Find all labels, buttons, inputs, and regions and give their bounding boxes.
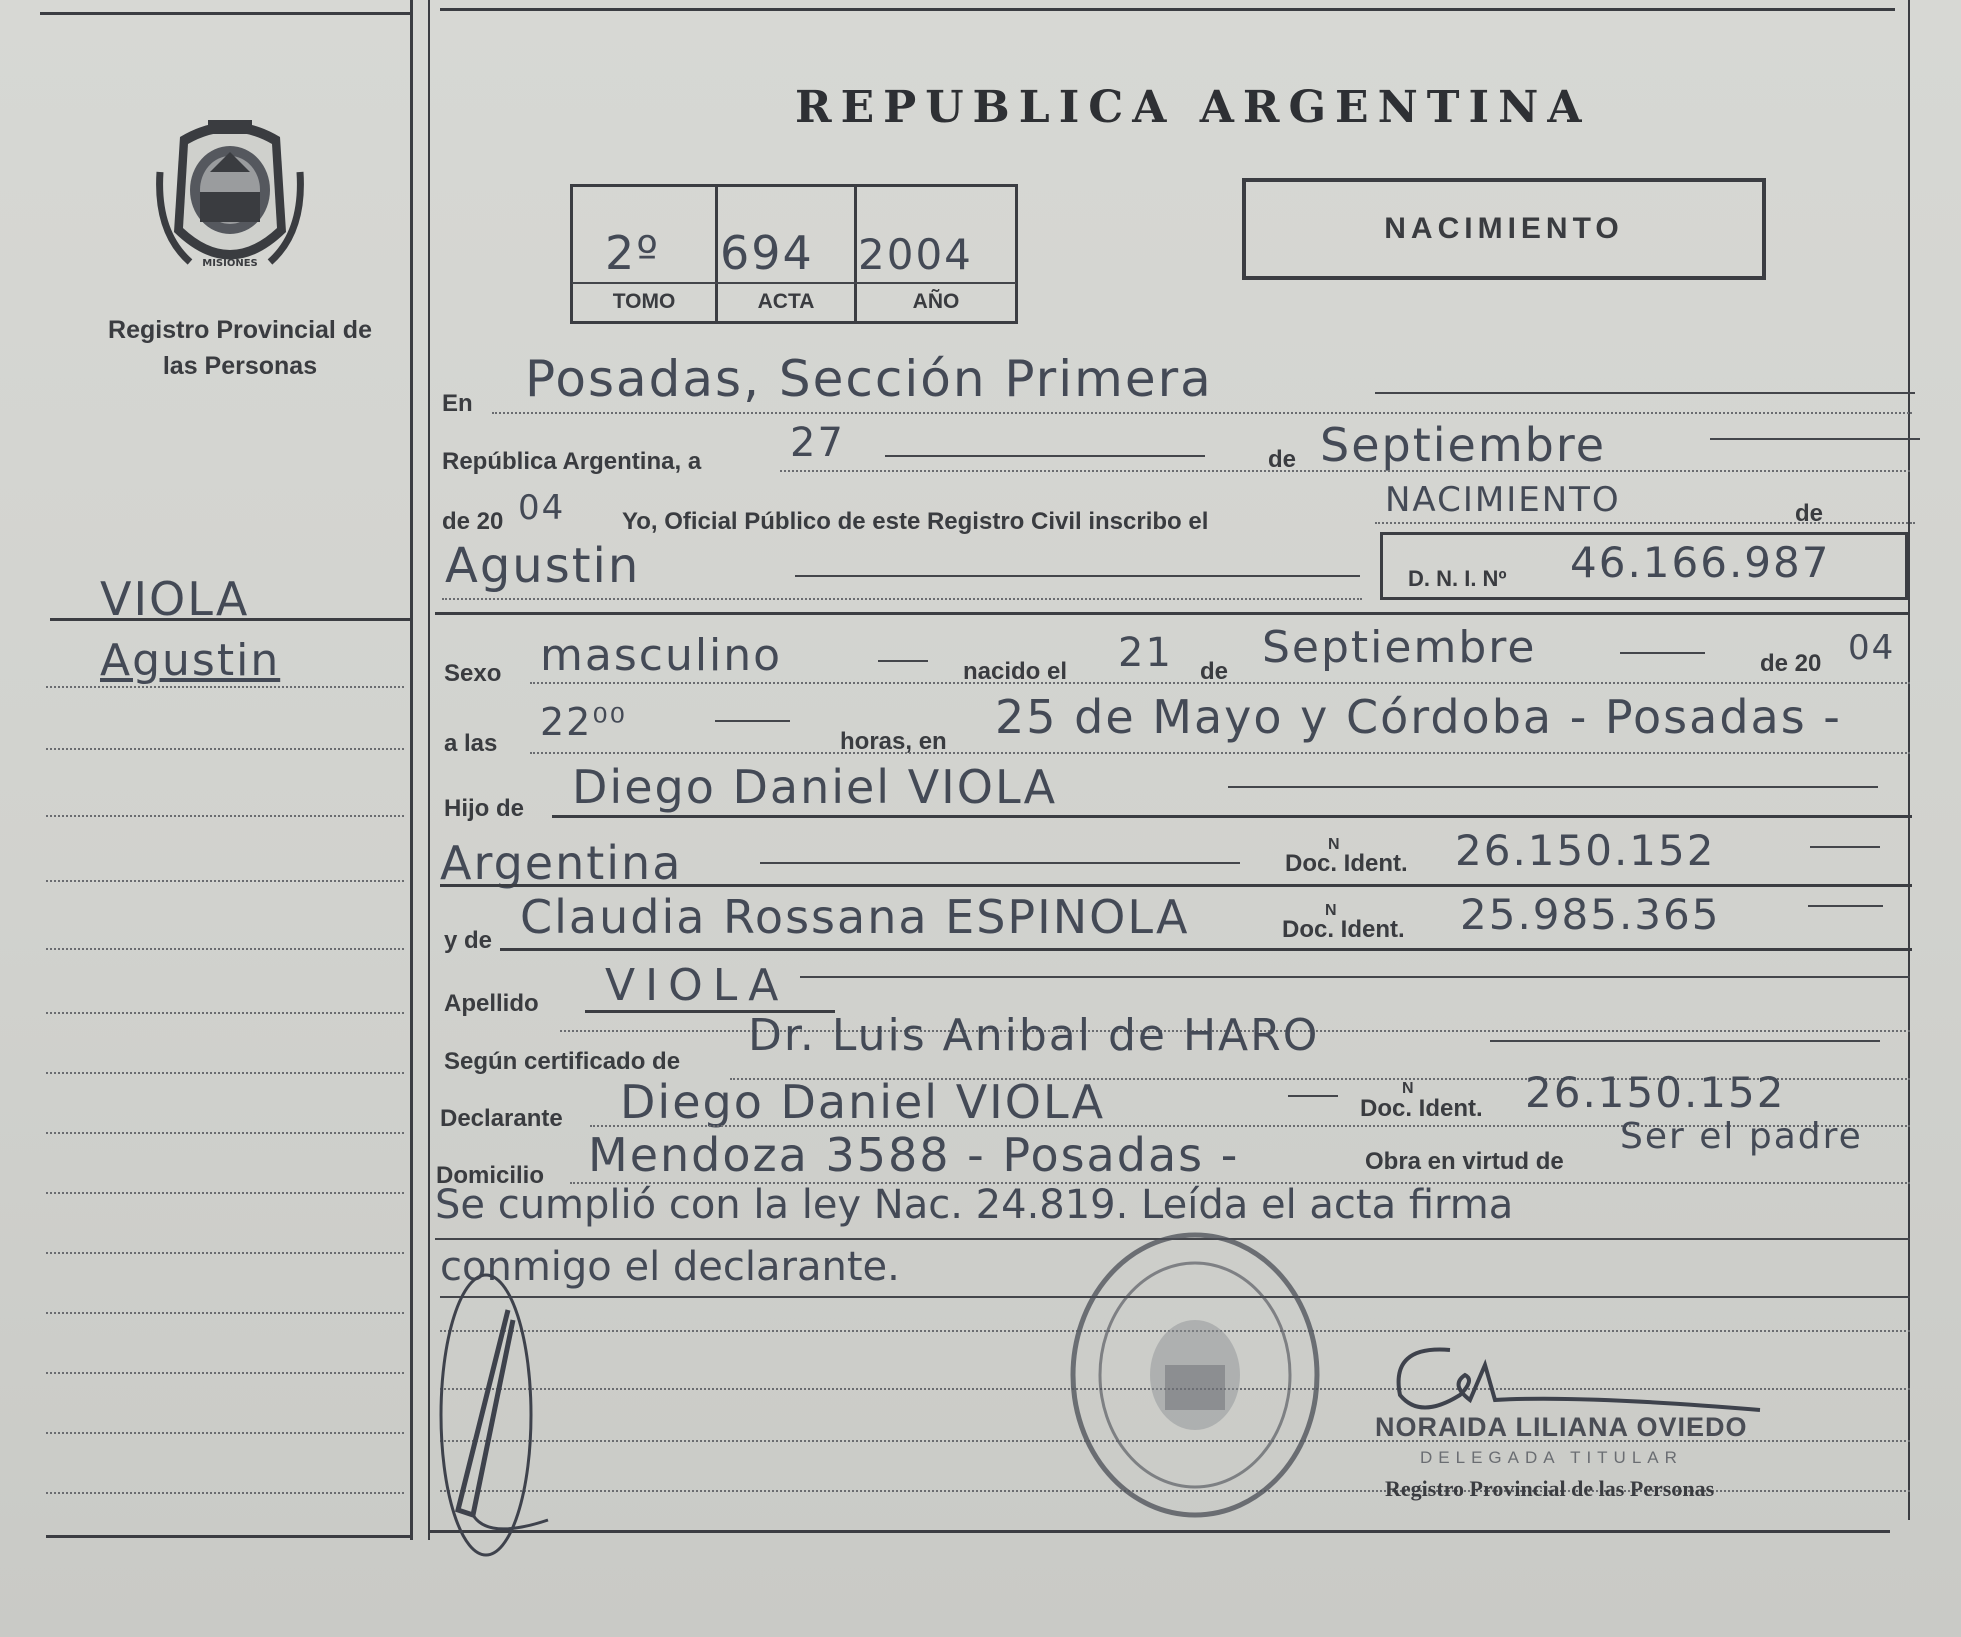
- left-dotted-line: [46, 1432, 404, 1434]
- declarante-doc-label: Doc. Ident.: [1360, 1095, 1483, 1122]
- left-dotted-line: [46, 1072, 404, 1074]
- nacido-label: nacido el: [963, 658, 1068, 685]
- left-dotted-line: [46, 948, 404, 950]
- de-label: de: [1268, 446, 1297, 473]
- column-divider: [410, 0, 413, 1540]
- declarante-doc-n: N: [1402, 1080, 1414, 1097]
- alas-label: a las: [444, 730, 498, 757]
- mother-doc-n: N: [1325, 902, 1337, 919]
- form-dash-line: [1490, 1040, 1880, 1042]
- left-dotted-line: [46, 1252, 404, 1254]
- mother-doc-label: Doc. Ident.: [1282, 916, 1405, 943]
- birth-year-prefix: de 20: [1760, 650, 1822, 677]
- birth-place: 25 de Mayo y Córdoba - Posadas -: [995, 690, 1842, 744]
- declarante-doc: 26.150.152: [1525, 1068, 1786, 1117]
- father-doc-label: Doc. Ident.: [1285, 850, 1408, 877]
- oficial-text: Yo, Oficial Público de este Registro Civil inscribo el: [622, 508, 1209, 535]
- domicilio-label: Domicilio: [436, 1162, 545, 1189]
- form-dash-line: [800, 976, 1910, 978]
- yde-label: y de: [444, 927, 493, 954]
- form-solid-line: [552, 815, 1912, 818]
- sexo-value: masculino: [540, 630, 783, 681]
- left-dotted-line: [46, 1312, 404, 1314]
- de-label3: de: [1200, 658, 1229, 685]
- form-solid-line: [440, 884, 1912, 887]
- certificado-value: Dr. Luis Anibal de HARO: [748, 1010, 1320, 1061]
- republica-label: República Argentina, a: [442, 448, 702, 475]
- domicilio-value: Mendoza 3588 - Posadas -: [588, 1128, 1240, 1182]
- left-dotted-line: [46, 1492, 404, 1494]
- birth-month: Septiembre: [1262, 622, 1537, 673]
- form-dash-line: [885, 455, 1205, 457]
- form-dotted-line: [780, 470, 1910, 472]
- tomo-value: 2º: [605, 226, 660, 280]
- official-name: NORAIDA LILIANA OVIEDO: [1375, 1412, 1748, 1442]
- father-nationality: Argentina: [440, 836, 683, 890]
- country-title: REPUBLICA ARGENTINA: [795, 82, 1591, 133]
- obra-label: Obra en virtud de: [1365, 1148, 1564, 1175]
- form-dash-line: [1810, 846, 1880, 848]
- obra-value: Ser el padre: [1620, 1116, 1863, 1157]
- en-label: En: [442, 390, 473, 417]
- record-type: NACIMIENTO: [1384, 212, 1624, 245]
- form-dash-line: [760, 862, 1240, 864]
- provincial-seal-icon: [150, 112, 310, 284]
- form-dotted-line: [492, 412, 1912, 414]
- dni-value: 46.166.987: [1570, 538, 1831, 587]
- form-section-rule: [435, 612, 1910, 615]
- form-dash-line: [1375, 392, 1915, 394]
- acta-value: 694: [720, 226, 814, 280]
- birth-year-suffix: 04: [1848, 628, 1896, 668]
- apellido-value: VIOLA: [605, 960, 789, 1011]
- day-value: 27: [790, 420, 845, 466]
- form-dash-line: [1228, 786, 1878, 788]
- apellido-label: Apellido: [444, 990, 539, 1017]
- horas-label: horas, en: [840, 728, 947, 755]
- left-dotted-line: [46, 1192, 404, 1194]
- left-name-rule: [50, 618, 410, 621]
- left-dotted-line: [46, 880, 404, 882]
- declarante-label: Declarante: [440, 1105, 563, 1132]
- left-dotted-line: [46, 1372, 404, 1374]
- father-doc-n: N: [1328, 836, 1340, 853]
- year-suffix: 04: [518, 488, 566, 528]
- form-dash-line: [715, 720, 790, 722]
- form-bottom-rule: [430, 1530, 1890, 1533]
- left-given-name: Agustin: [100, 635, 281, 686]
- sexo-label: Sexo: [444, 660, 502, 687]
- form-dash-line: [1288, 1095, 1338, 1097]
- official-office: Registro Provincial de las Personas: [1385, 1476, 1715, 1501]
- form-dotted-line: [530, 682, 1910, 684]
- note-line-1: Se cumplió con la ley Nac. 24.819. Leída el acta firma: [435, 1182, 1514, 1228]
- declarante-value: Diego Daniel VIOLA: [620, 1075, 1106, 1129]
- form-top-rule: [440, 8, 1895, 11]
- de-label2: de: [1795, 500, 1824, 527]
- official-title: DELEGADA TITULAR: [1420, 1448, 1683, 1467]
- hijo-label: Hijo de: [444, 795, 525, 822]
- birth-day: 21: [1118, 630, 1173, 676]
- left-dotted-line: [46, 686, 404, 688]
- form-solid-line: [500, 948, 1912, 951]
- form-right-border: [1908, 0, 1910, 1520]
- form-dotted-line: [442, 598, 1362, 600]
- ano-value: 2004: [858, 230, 973, 279]
- hour-value: 22⁰⁰: [540, 700, 627, 744]
- dni-label: D. N. I. Nº: [1408, 566, 1507, 591]
- mother-doc: 25.985.365: [1460, 890, 1721, 939]
- left-dotted-line: [46, 815, 404, 817]
- form-dotted-line: [1375, 522, 1915, 524]
- tomo-label: TOMO: [612, 290, 676, 313]
- ano-label: AÑO: [912, 290, 960, 313]
- left-bottom-rule: [46, 1535, 410, 1538]
- mother-name: Claudia Rossana ESPINOLA: [520, 890, 1190, 944]
- form-dash-line: [795, 575, 1360, 577]
- acta-label: ACTA: [757, 290, 815, 313]
- year-prefix: de 20: [442, 508, 504, 535]
- segun-label: Según certificado de: [444, 1048, 681, 1075]
- father-name: Diego Daniel VIOLA: [572, 760, 1058, 814]
- month-value: Septiembre: [1320, 418, 1607, 472]
- left-top-rule: [40, 12, 412, 15]
- father-doc: 26.150.152: [1455, 826, 1716, 875]
- left-dotted-line: [46, 1012, 404, 1014]
- registry-name: Registro Provincial de las Personas: [108, 316, 372, 380]
- note-line-2: conmigo el declarante.: [440, 1244, 900, 1290]
- official-stamp-icon: [1065, 1225, 1325, 1525]
- form-dash-line: [1620, 652, 1705, 654]
- form-dash-line: [1710, 438, 1920, 440]
- left-dotted-line: [46, 748, 404, 750]
- left-dotted-line: [46, 1132, 404, 1134]
- form-dotted-line: [530, 752, 1910, 754]
- form-dash-line: [878, 660, 928, 662]
- tomo-acta-ano-divider: [572, 282, 1016, 284]
- form-dash-line: [1808, 905, 1883, 907]
- left-surname: VIOLA: [100, 572, 250, 626]
- declarant-signature-icon: [428, 1250, 578, 1570]
- name-value: Agustin: [445, 538, 641, 594]
- place-value: Posadas, Sección Primera: [525, 350, 1213, 408]
- inscribo-value: NACIMIENTO: [1385, 480, 1621, 520]
- seal-text: MISIONES: [202, 258, 258, 269]
